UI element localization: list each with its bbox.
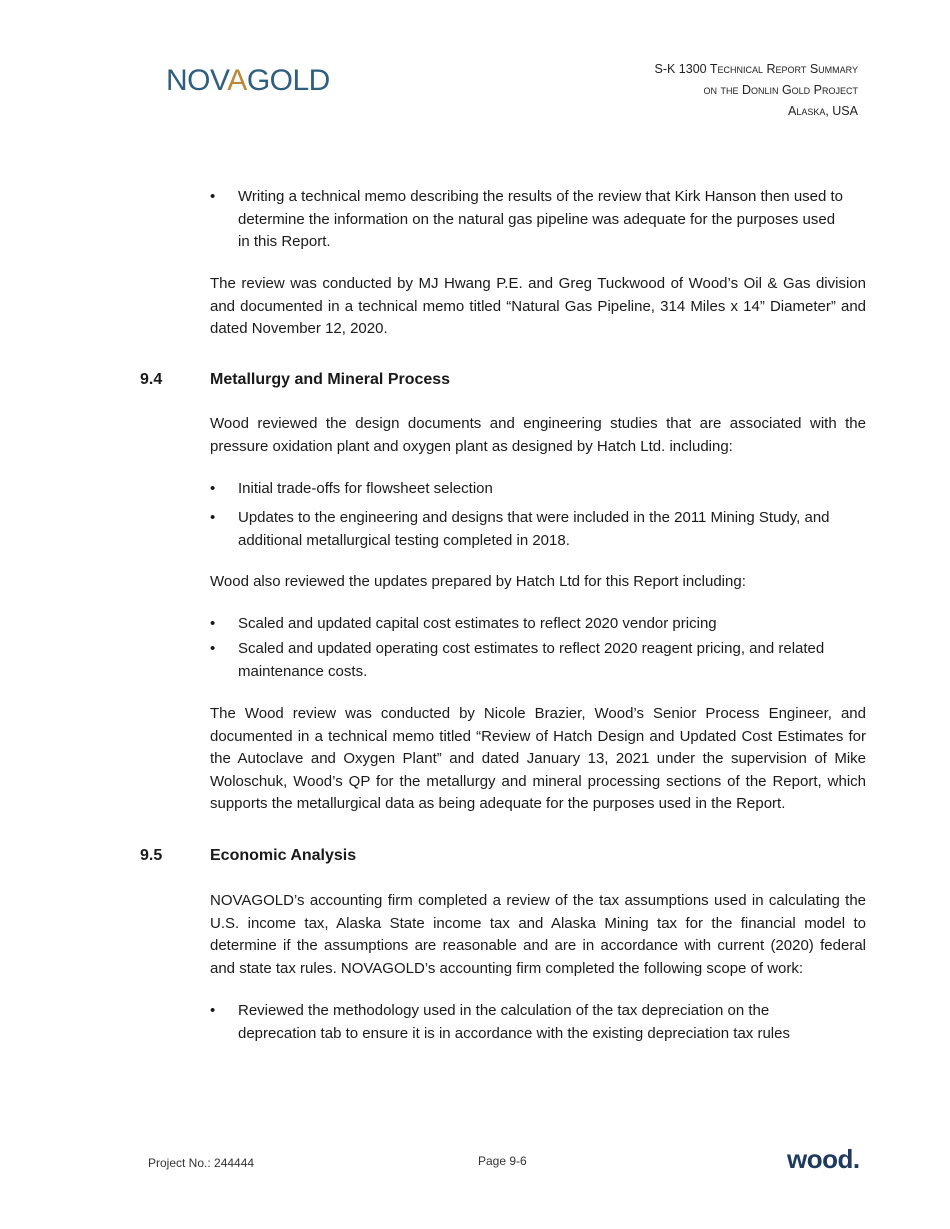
project-number: Project No.: 244444 [148,1156,255,1170]
bullet-marker: • [210,615,216,632]
paragraph-closing: The Wood review was conducted by Nicole Brazier, Wood’s Senior Process Engineer, and documented in a technical memo titled “Review of Hatch Design and Updated Cost Estimates for the Autoclave and Oxygen Plant” and dated January 13, 2021 under the supervision of Mike Woloschuk, Wood’s QP for the metallurgy and mineral processing sections of the Report, which supports the metallurgical data as being adequate for the purposes used in the Report. [210,705,866,813]
paragraph-economic: NOVAGOLD’s accounting firm completed a review of the tax assumptions used in calculating the U.S. income tax, Alaska State income tax and Alaska Mining tax for the financial model to determine if the assumptions are reasonable and are in accordance with current (2020) federal and state tax rules. NOVAGOLD’s accounting firm completed the following scope of work: [210,892,866,977]
bullet-marker: • [210,509,216,526]
list-item: • Reviewed the methodology used in the calculation of the tax depreciation on the deprecation tab to ensure it is in accordance with the existing depreciation tax rules [210,1002,790,1042]
page-number: Page 9-6 [478,1154,527,1168]
paragraph-review: The review was conducted by MJ Hwang P.E. and Greg Tuckwood of Wood’s Oil & Gas division and documented in a technical memo titled “Natural Gas Pipeline, 314 Miles x 14” Diameter” and dated November 12, 2020. [210,275,866,338]
bullet-marker: • [210,1002,216,1019]
report-header [655,59,859,122]
list-item: • Updates to the engineering and designs that were included in the 2011 Mining Study, and additional metallurgical testing completed in 2018. [210,509,830,549]
list-item: • Initial trade-offs for flowsheet selection [210,478,850,501]
list-item: • Writing a technical memo describing the results of the review that Kirk Hanson then used to determine the information on the natural gas pipeline was adequate for the purposes used in this Report. [210,188,844,251]
list-item: • Scaled and updated capital cost estimates to reflect 2020 vendor pricing [210,613,850,636]
section-title: Economic Analysis [210,847,357,864]
header-line-2: on the Donlin Gold Project [703,83,858,97]
header-line-1: S-K 1300 Technical Report Summary [654,62,858,76]
bullet-marker: • [210,640,216,657]
paragraph-intro: Wood reviewed the design documents and engineering studies that are associated with the pressure oxidation plant and oxygen plant as designed by Hatch Ltd. including: [210,415,866,455]
paragraph-also: Wood also reviewed the updates prepared by Hatch Ltd for this Report including: [210,573,746,590]
bullet-marker: • [210,480,216,497]
section-title: Metallurgy and Mineral Process [210,371,451,388]
header-line-3: Alaska, USA [787,104,858,118]
novagold-logo: NOVAGOLD [166,64,330,97]
section-number: 9.5 [140,847,163,864]
wood-logo: wood. [787,1144,860,1174]
section-number: 9.4 [140,371,163,388]
list-item: • Scaled and updated operating cost estimates to reflect 2020 reagent pricing, and related maintenance costs. [210,640,825,680]
bullet-marker: • [210,188,216,205]
